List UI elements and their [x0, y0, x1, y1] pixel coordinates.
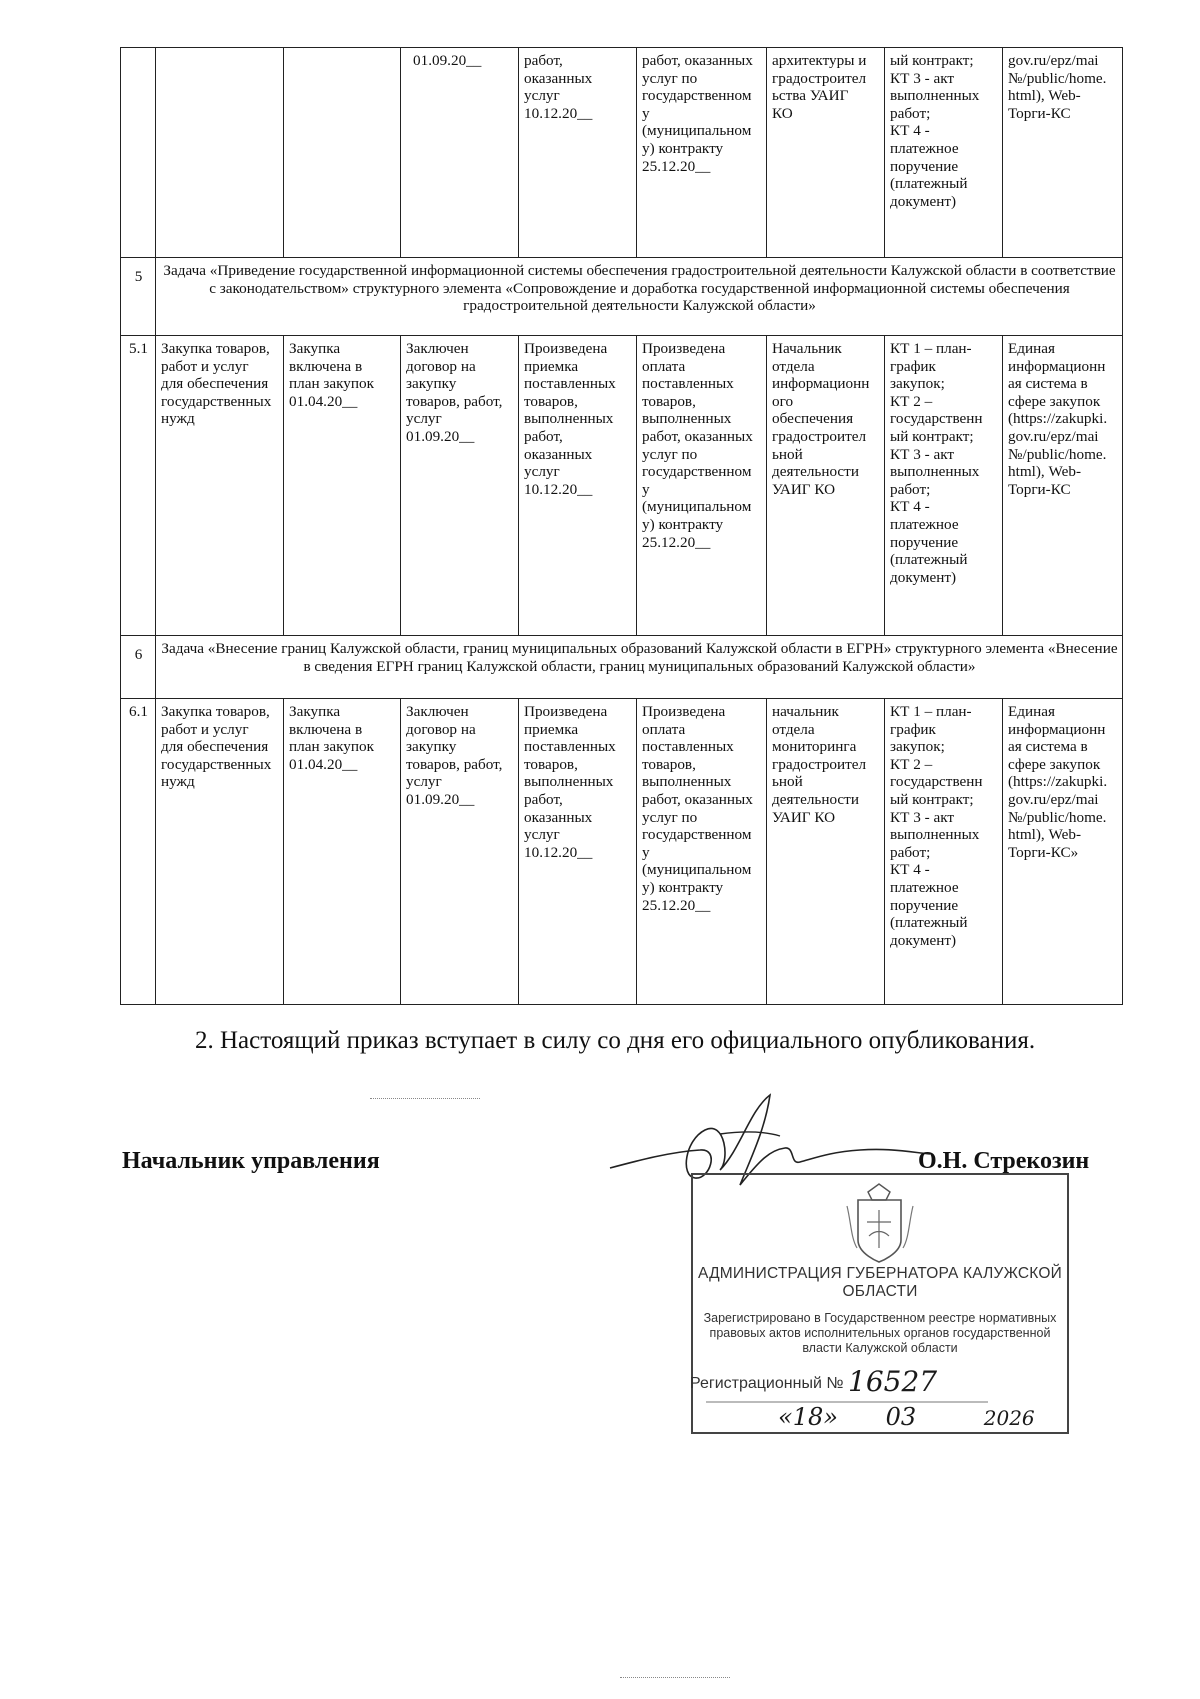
- table-cell: архитектуры и градостроител ьства УАИГ КО: [767, 48, 885, 258]
- signer-name: О.Н. Стрекозин: [918, 1148, 1090, 1174]
- table-row-task-5: [121, 258, 1123, 336]
- clause-2: 2. Настоящий приказ вступает в силу со дня его официального опубликования.: [195, 1027, 1036, 1054]
- stamp-organization: АДМИНИСТРАЦИЯ ГУБЕРНАТОРА КАЛУЖСКОЙ ОБЛАСТИ: [698, 1265, 1062, 1300]
- table-cell: 5.1: [121, 336, 156, 636]
- table-cell: работ, оказанных услуг по государственном у (муниципальном у) контракту 25.12.20__: [637, 48, 767, 258]
- table-cell: [156, 48, 284, 258]
- table-cell: Заключен договор на закупку товаров, работ, услуг 01.09.20__: [401, 336, 519, 636]
- stamp-note: Зарегистрировано в Государственном реестре нормативных правовых актов исполнительных органов государственной власти Калужской области: [703, 1311, 1057, 1355]
- table-cell: работ, оказанных услуг 10.12.20__: [519, 48, 637, 258]
- table-cell: КТ 1 – план- график закупок; КТ 2 – государственн ый контракт; КТ 3 - акт выполненных работ; КТ 4 - платежное поручение (платежный документ): [885, 336, 1003, 636]
- table-cell: gov.ru/epz/mai №/public/home. html), Web- Торги-КС: [1003, 48, 1123, 258]
- table-cell: Произведена приемка поставленных товаров, выполненных работ, оказанных услуг 10.12.20__: [519, 699, 637, 1005]
- table-cell: [284, 48, 401, 258]
- table-cell: Закупка включена в план закупок 01.04.20__: [284, 699, 401, 1005]
- table-row-5-1: [121, 336, 1123, 636]
- stamp-date-month: 03: [885, 1403, 917, 1431]
- table-row-6-1: [121, 699, 1123, 1005]
- table-cell: ый контракт; КТ 3 - акт выполненных работ; КТ 4 - платежное поручение (платежный документ): [885, 48, 1003, 258]
- table-cell: КТ 1 – план- график закупок; КТ 2 – государственн ый контракт; КТ 3 - акт выполненных работ; КТ 4 - платежное поручение (платежный документ): [885, 699, 1003, 1005]
- stamp-date-year: 2026: [983, 1406, 1035, 1430]
- scan-artifact: [620, 1677, 730, 1679]
- signer-title: Начальник управления: [122, 1148, 380, 1174]
- task-number: 6: [121, 636, 156, 699]
- stamp-reg-label: Регистрационный №: [690, 1375, 844, 1392]
- plan-table: [120, 47, 1123, 1005]
- coat-of-arms-icon: [847, 1184, 913, 1262]
- table-cell: Закупка товаров, работ и услуг для обеспечения государственных нужд: [156, 699, 284, 1005]
- table-cell: Произведена оплата поставленных товаров, выполненных работ, оказанных услуг по государственном у (муниципальном у) контракту 25.12.20__: [637, 336, 767, 636]
- task-number: 5: [121, 258, 156, 336]
- table-cell: Заключен договор на закупку товаров, работ, услуг 01.09.20__: [401, 699, 519, 1005]
- table-cell: начальник отдела мониторинга градостроител ьной деятельности УАИГ КО: [767, 699, 885, 1005]
- stamp-text: [696, 1265, 1064, 1356]
- task-title: Задача «Внесение границ Калужской области, границ муниципальных образований Калужской области в ЕГРН» структурного элемента «Внесение в сведения ЕГРН границ Калужской области, границ муниципальных образований Калужской области»: [156, 636, 1123, 699]
- table-cell: [121, 48, 156, 258]
- table-cell: Единая информационн ая система в сфере закупок (https://zakupki. gov.ru/epz/mai №/public/home. html), Web- Торги-КС»: [1003, 699, 1123, 1005]
- stamp-date-day: 18: [792, 1403, 824, 1431]
- table-cell: Закупка товаров, работ и услуг для обеспечения государственных нужд: [156, 336, 284, 636]
- registration-stamp: [688, 1170, 1072, 1437]
- task-title: Задача «Приведение государственной информационной системы обеспечения градостроительной деятельности Калужской области в соответствие с законодательством» структурного элемента «Сопровождение и доработка государственной информационной системы обеспечения градостроительной деятельности Калужской области»: [156, 258, 1123, 336]
- stamp-date: «18» 03 2026: [778, 1403, 1035, 1431]
- table-cell: Начальник отдела информационн ого обеспечения градостроител ьной деятельности УАИГ КО: [767, 336, 885, 636]
- table-row-continuation: [121, 48, 1123, 258]
- table-cell: 01.09.20__: [401, 48, 519, 258]
- scan-artifact: [370, 1098, 480, 1100]
- table-cell: Единая информационн ая система в сфере закупок (https://zakupki. gov.ru/epz/mai №/public/home. html), Web- Торги-КС: [1003, 336, 1123, 636]
- table-cell: Произведена приемка поставленных товаров, выполненных работ, оказанных услуг 10.12.20__: [519, 336, 637, 636]
- stamp-reg-number: 16527: [848, 1365, 938, 1398]
- table-row-task-6: [121, 636, 1123, 699]
- table-cell: Произведена оплата поставленных товаров, выполненных работ, оказанных услуг по государственном у (муниципальном у) контракту 25.12.20__: [637, 699, 767, 1005]
- table-cell: Закупка включена в план закупок 01.04.20__: [284, 336, 401, 636]
- table-cell: 6.1: [121, 699, 156, 1005]
